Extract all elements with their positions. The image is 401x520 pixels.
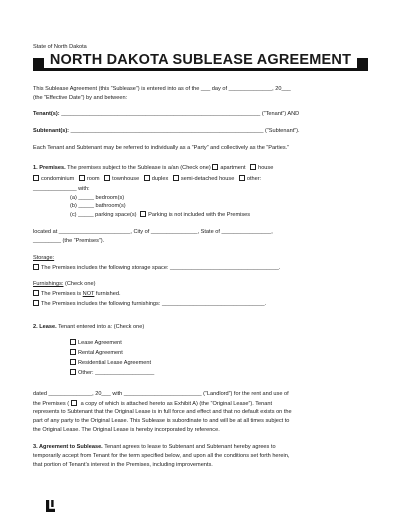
furnishings-includes-row — [33, 300, 266, 308]
intro-line-2: (the “Effective Date”) by and between: — [33, 95, 128, 101]
furnishings-heading-row — [33, 281, 96, 288]
furnishings-not-row: The Premises is NOT furnished. — [33, 290, 121, 298]
brand-logo-icon — [46, 500, 56, 512]
premises-options-row — [33, 175, 261, 183]
townhouse-label: townhouse — [112, 176, 140, 182]
apartment-checkbox[interactable] — [212, 164, 218, 170]
document-title: NORTH DAKOTA SUBLEASE AGREEMENT — [0, 52, 401, 68]
intro-line-1: This Sublease Agreement (this “Sublease”) is entered into as of the ___ day of ______________, 20___ — [33, 86, 291, 92]
duplex-label: duplex — [151, 176, 169, 182]
residential-lease-label: Residential Lease Agreement — [78, 360, 152, 366]
premises-row — [33, 164, 273, 172]
parking-row — [70, 211, 250, 219]
residential-lease-checkbox[interactable] — [70, 359, 76, 365]
lease-para-2: the Premises ( a copy of which is attached hereto as Exhibit A) (the “Original Lease”). Tenant — [33, 401, 273, 407]
furnishings-includes-checkbox[interactable] — [33, 300, 39, 306]
storage-text: The Premises includes the following storage space: ___________________________________. — [41, 265, 281, 271]
not-emphasis: NOT — [82, 291, 95, 297]
lease-para-1: dated ______________, 20___ with _________________________ (“Landlord”) for the rent and use of — [33, 391, 289, 397]
agreement-para-2: temporarily accept from Tenant for the term specified below, and upon all the conditions set forth herein, — [33, 453, 290, 459]
tenant-field[interactable]: ________________________________________________________________ (“Tenant”) AND — [61, 111, 300, 117]
agreement-heading: 3. Agreement to Sublease. — [33, 444, 103, 450]
premises-text: The premises subject to the Sublease is a/an (Check one) — [67, 165, 211, 171]
house-label: house — [258, 165, 274, 171]
semi-detached-label: semi-detached house — [180, 176, 235, 182]
other-checkbox[interactable] — [239, 175, 245, 181]
parties-definition: Each Tenant and Subtenant may be referred to individually as a “Party” and collectively as the “Parties.” — [33, 145, 290, 151]
residential-lease-row — [70, 359, 151, 367]
condominium-label: condominium — [41, 176, 75, 182]
lease-agreement-checkbox[interactable] — [70, 339, 76, 345]
lease-row — [33, 324, 144, 331]
lease-heading: 2. Lease. — [33, 324, 57, 330]
rental-agreement-label: Rental Agreement — [78, 350, 123, 356]
lease-text: Tenant entered into a: (Check one) — [58, 324, 145, 330]
agreement-row — [33, 444, 276, 451]
apartment-label: apartment — [220, 165, 246, 171]
exhibit-checkbox[interactable] — [71, 400, 77, 406]
with-line: ______________ with: — [33, 186, 90, 192]
premises-definition: _________ (the “Premises”). — [33, 238, 105, 244]
room-checkbox[interactable] — [79, 175, 85, 181]
agreement-para-3: that portion of Tenant’s interest in the Premises, including improvements. — [33, 462, 213, 468]
semi-detached-checkbox[interactable] — [173, 175, 179, 181]
rental-agreement-checkbox[interactable] — [70, 349, 76, 355]
parking-not-included-checkbox[interactable] — [140, 211, 146, 217]
condominium-checkbox[interactable] — [33, 175, 39, 181]
storage-heading: Storage: — [33, 255, 55, 261]
lease-para-5: the Original Lease. The Original Lease is hereby incorporated by reference. — [33, 427, 220, 433]
other-lease-label: Other: ___________________ — [78, 370, 155, 376]
subtenant-row — [33, 128, 300, 135]
lease-para-4: part of any party to the Original Lease. This Sublease is subordinate to and will be at all times subject to — [33, 418, 290, 424]
duplex-checkbox[interactable] — [144, 175, 150, 181]
parking-not-label: Parking is not included with the Premises — [148, 212, 251, 218]
not-furnished-checkbox[interactable] — [33, 290, 39, 296]
bedrooms-line: (a) _____ bedroom(s) — [70, 195, 125, 201]
state-label: State of North Dakota — [33, 44, 87, 50]
other-lease-row — [70, 369, 154, 377]
furnishings-includes-text: The Premises includes the following furnishings: _________________________________. — [41, 301, 267, 307]
bathrooms-line: (b) _____ bathroom(s) — [70, 203, 126, 209]
house-checkbox[interactable] — [250, 164, 256, 170]
furnishings-heading: Furnishings: — [33, 281, 64, 287]
room-label: room — [86, 176, 100, 182]
storage-checkbox[interactable] — [33, 264, 39, 270]
tenant-label: Tenant(s): — [33, 111, 60, 117]
subtenant-label: Subtenant(s): — [33, 128, 70, 134]
townhouse-checkbox[interactable] — [104, 175, 110, 181]
furnishings-note: (Check one) — [65, 281, 96, 287]
lease-agreement-row — [70, 339, 122, 347]
located-line: located at _______________________, City of _______________, State of ________________, — [33, 229, 273, 235]
lease-agreement-label: Lease Agreement — [78, 340, 122, 346]
tenant-row — [33, 111, 299, 118]
other-lease-checkbox[interactable] — [70, 369, 76, 375]
other-label: other: — [246, 176, 262, 182]
lease-para-3: represents to Subtenant that the Original Lease is in full force and effect and that no default exists on the — [33, 409, 292, 415]
rental-agreement-row — [70, 349, 123, 357]
premises-heading: 1. Premises. — [33, 165, 66, 171]
parking-line: (c) _____ parking space(s) — [70, 212, 137, 218]
storage-row — [33, 264, 280, 272]
subtenant-field[interactable]: ______________________________________________________________ (“Subtenant”). — [70, 128, 300, 134]
agreement-para-1: Tenant agrees to lease to Subtenant and Subtenant hereby agrees to — [104, 444, 276, 450]
